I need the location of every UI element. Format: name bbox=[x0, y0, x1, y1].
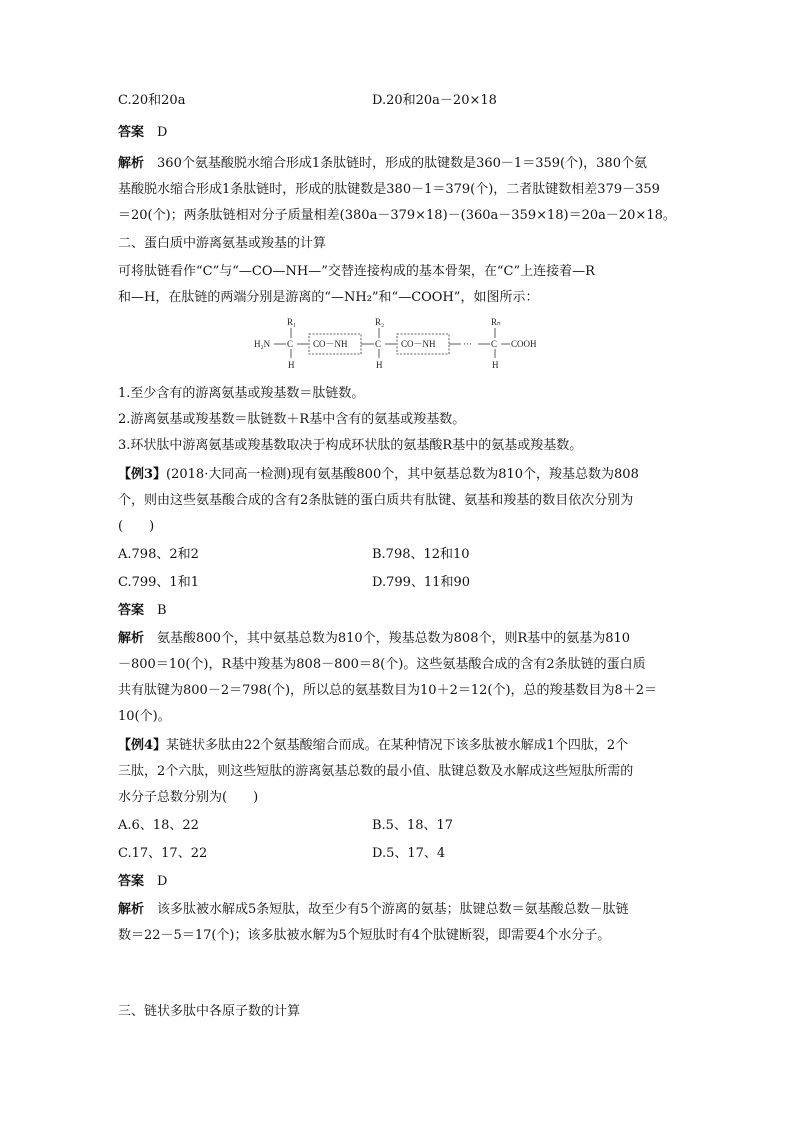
explanation-3-line-2: －800＝10(个)，R基中羧基为808－800＝8(个)。这些氨基酸合成的含有2条肽链的蛋白质 bbox=[118, 657, 646, 672]
section-2-intro-1: 可将肽链看作“C”与“—CO—NH—”交替连接构成的基本骨架，在“C”上连接着—R bbox=[118, 264, 595, 279]
carbon-label: C bbox=[375, 339, 382, 349]
example-text: (2018·大同高一检测)现有氨基酸800个，其中氨基总数为810个，羧基总数为808 bbox=[166, 467, 639, 482]
co-nh-label: CO－NH bbox=[401, 339, 436, 349]
rule-3: 3.环状肽中游离氨基或羧基数取决于构成环状肽的氨基酸R基中的氨基或羧基数。 bbox=[118, 438, 583, 453]
example-4-line-2: 三肽，2个六肽，则这些短肽的游离氨基总数的最小值、肽键总数及水解成这些短肽所需的 bbox=[118, 764, 634, 779]
explanation-3-line-1 bbox=[118, 630, 678, 648]
answer-value: D bbox=[157, 125, 168, 140]
answer-label: 答案 bbox=[118, 125, 145, 140]
answer-label: 答案 bbox=[118, 603, 145, 618]
option-a: A.798、2和2 bbox=[118, 547, 199, 562]
option-c: C.17、17、22 bbox=[118, 846, 208, 861]
example-3-line-1 bbox=[118, 466, 678, 484]
example-4-line-1 bbox=[118, 737, 678, 755]
explanation-label: 解析 bbox=[118, 156, 145, 171]
carbon-label: C bbox=[287, 339, 294, 349]
co-nh-label: CO－NH bbox=[313, 339, 348, 349]
option-d: D.20和20a－20×18 bbox=[372, 93, 497, 108]
option-d: D.5、17、4 bbox=[372, 846, 446, 861]
option-d: D.799、11和90 bbox=[372, 575, 470, 590]
explanation-1-line-1 bbox=[118, 155, 678, 173]
answer-4 bbox=[118, 873, 678, 891]
hydrogen-label: H bbox=[492, 360, 499, 370]
explanation-text: 360个氨基酸脱水缩合形成1条肽链时，形成的肽键数是360－1＝359(个)，380个氨 bbox=[157, 156, 647, 171]
explanation-4-line-2: 数＝22－5＝17(个)；该多肽被水解为5个短肽时有4个肽键断裂，即需要4个水分子。 bbox=[118, 928, 611, 943]
explanation-1-line-3: ＝20(个)；两条肽链相对分子质量相差(380a－379×18)－(360a－359×18)＝20a－20×18。 bbox=[118, 208, 676, 223]
section-2-title: 二、蛋白质中游离氨基或羧基的计算 bbox=[118, 236, 327, 251]
answer-label: 答案 bbox=[118, 874, 145, 889]
example-3-line-2: 个，则由这些氨基酸合成的含有2条肽链的蛋白质共有肽键、氨基和羧基的数目依次分别为 bbox=[118, 493, 634, 508]
hydrogen-label: H bbox=[376, 360, 383, 370]
example-tag: 【例4】 bbox=[118, 738, 167, 753]
section-2-intro-2: 和—H，在肽链的两端分别是游离的“—NH₂”和“—COOH”，如图所示： bbox=[118, 290, 539, 305]
carbon-label: C bbox=[491, 339, 498, 349]
answer-1 bbox=[118, 124, 678, 142]
option-c: C.20和20a bbox=[118, 93, 186, 108]
r2-label: R₂ bbox=[375, 317, 385, 327]
nh2-label: H₂N bbox=[254, 339, 271, 349]
rule-2: 2.游离氨基或羧基数＝肽链数＋R基中含有的氨基或羧基数。 bbox=[118, 412, 466, 427]
rule-1: 1.至少含有的游离氨基或羧基数＝肽链数。 bbox=[118, 386, 365, 401]
option-c: C.799、1和1 bbox=[118, 575, 199, 590]
explanation-label: 解析 bbox=[118, 631, 145, 646]
example-4-line-3: 水分子总数分别为( ) bbox=[118, 790, 259, 805]
explanation-text: 氨基酸800个，其中氨基总数为810个，羧基总数为808个，则R基中的氨基为810 bbox=[157, 631, 631, 646]
hydrogen-label: H bbox=[288, 360, 295, 370]
example-3-line-3: ( ) bbox=[118, 519, 155, 534]
option-b: B.798、12和10 bbox=[372, 547, 470, 562]
option-b: B.5、18、17 bbox=[372, 818, 454, 833]
explanation-label: 解析 bbox=[118, 902, 145, 917]
ellipsis: ··· bbox=[463, 339, 472, 349]
example-tag: 【例3】 bbox=[118, 467, 167, 482]
answer-value: D bbox=[157, 874, 168, 889]
answer-value: B bbox=[157, 603, 167, 618]
example-text: 某链状多肽由22个氨基酸缩合而成。在某种情况下该多肽被水解成1个四肽，2个 bbox=[166, 738, 629, 753]
option-a: A.6、18、22 bbox=[118, 818, 199, 833]
explanation-1-line-2: 基酸脱水缩合形成1条肽链时，形成的肽键数是380－1＝379(个)，二者肽键数相差379－359 bbox=[118, 182, 660, 197]
explanation-4-line-1 bbox=[118, 901, 678, 919]
peptide-chain-diagram bbox=[252, 314, 552, 376]
section-3-title: 三、链状多肽中各原子数的计算 bbox=[118, 1004, 301, 1019]
r1-label: R₁ bbox=[287, 317, 297, 327]
explanation-3-line-4: 10(个)。 bbox=[118, 709, 171, 724]
explanation-text: 该多肽被水解成5条短肽，故至少有5个游离的氨基；肽键总数＝氨基酸总数－肽链 bbox=[157, 902, 629, 917]
rn-label: Rₙ bbox=[491, 317, 501, 327]
explanation-3-line-3: 共有肽键为800－2＝798(个)，所以总的氨基数目为10＋2＝12(个)，总的羧基数目为8＋2＝ bbox=[118, 683, 658, 698]
answer-3 bbox=[118, 602, 678, 620]
cooh-label: COOH bbox=[511, 339, 537, 349]
